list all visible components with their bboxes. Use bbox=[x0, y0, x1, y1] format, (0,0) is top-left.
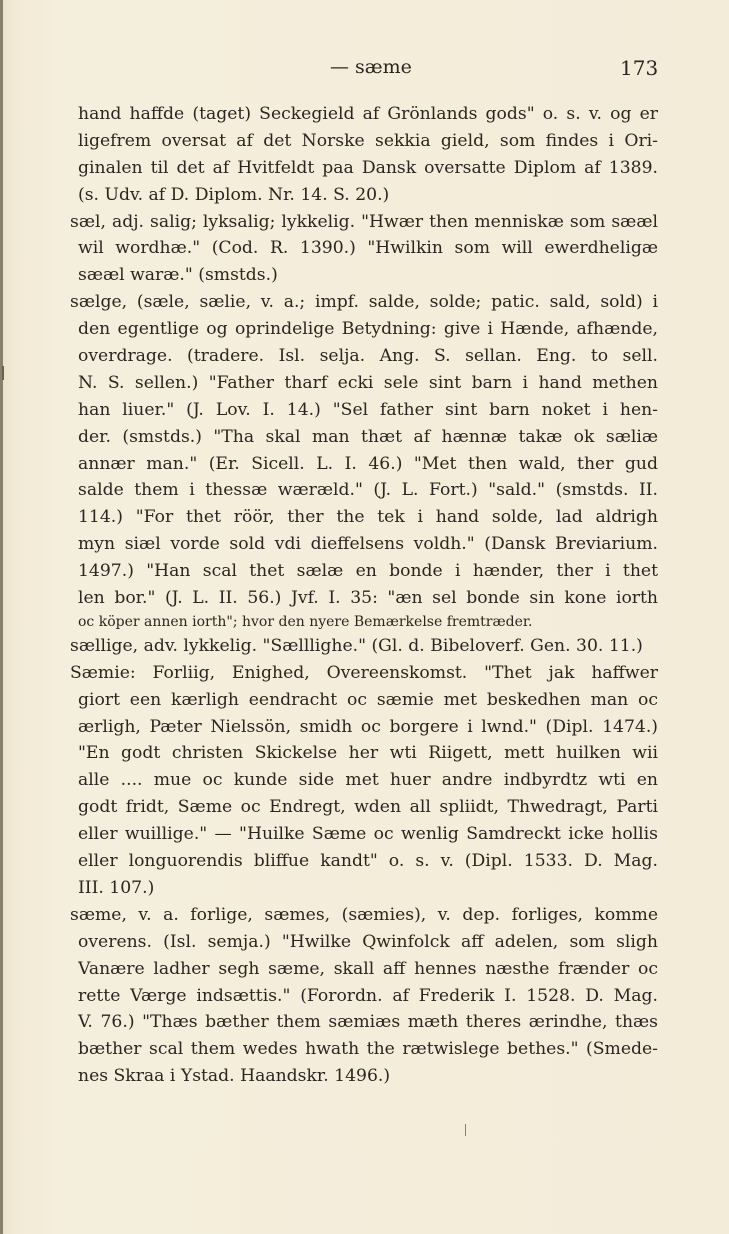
entry-headword-line: sællige, adv. lykkelig. "Sælllighe." (Gl. d. Bibeloverf. Gen. 30. 11.) bbox=[70, 635, 643, 656]
text-line: annær man." (Er. Sicell. L. I. 46.) "Met then wald, ther gud bbox=[78, 453, 658, 474]
text-line: godt fridt, Sæme oc Endregt, wden all spliidt, Thwedragt, Parti bbox=[78, 797, 658, 818]
text-line: 1497.) "Han scal thet sælæ en bonde i hænder, ther i thet bbox=[78, 561, 658, 582]
text-line: rette Værge indsættis." (Forordn. af Frederik I. 1528. D. Mag. bbox=[78, 985, 658, 1006]
text-line: "En godt christen Skickelse her wti Riigett, mett huilken wii bbox=[78, 743, 658, 764]
text-line: (s. Udv. af D. Diplom. Nr. 14. S. 20.) bbox=[78, 184, 390, 205]
dictionary-text bbox=[70, 101, 658, 1090]
text-line: giort een kærligh eendracht oc sæmie met beskedhen man oc bbox=[78, 689, 658, 710]
entry-headword-line: sæme, v. a. forlige, sæmes, (sæmies), v. dep. forliges, komme bbox=[70, 904, 658, 925]
text-line: eller wuillige." — "Huilke Sæme oc wenlig Samdreckt icke hollis bbox=[78, 824, 658, 845]
text-line: overdrage. (tradere. Isl. selja. Ang. S. sellan. Eng. to sell. bbox=[78, 346, 658, 367]
text-line: Vanære ladher segh sæme, skall aff hennes næsthe frænder oc bbox=[78, 958, 658, 979]
text-line: salde them i thessæ wæræld." (J. L. Fort.) "sald." (smstds. II. bbox=[78, 480, 658, 501]
text-line: ligefrem oversat af det Norske sekkia gield, som findes i Ori- bbox=[78, 130, 658, 151]
text-line: hand haffde (taget) Seckegield af Grönlands gods" o. s. v. og er bbox=[78, 104, 658, 124]
text-line: alle .... mue oc kunde side met huer andre indbyrdtz wti en bbox=[78, 770, 658, 791]
text-line: nes Skraa i Ystad. Haandskr. 1496.) bbox=[78, 1066, 391, 1087]
text-line: III. 107.) bbox=[78, 877, 155, 898]
text-line: der. (smstds.) "Tha skal man thæt af hænnæ takæ ok sæliæ bbox=[78, 426, 658, 447]
stray-mark bbox=[465, 1124, 466, 1136]
entry-headword-line: sælge, (sæle, sælie, v. a.; impf. salde, solde; patic. sald, sold) i bbox=[70, 292, 658, 313]
entry-headword-line: sæl, adj. salig; lyksalig; lykkelig. "Hwær then menniskæ som sææl bbox=[70, 211, 658, 232]
margin-mark bbox=[2, 366, 4, 380]
text-line: eller longuorendis bliffue kandt" o. s. v. (Dipl. 1533. D. Mag. bbox=[78, 851, 658, 872]
page-header bbox=[0, 56, 729, 82]
entry-headword-line: Sæmie: Forliig, Enighed, Overeenskomst. "Thet jak haffwer bbox=[70, 662, 658, 683]
text-line: myn siæl vorde sold vdi dieffelsens voldh." (Dansk Breviarium. bbox=[78, 534, 658, 555]
text-line: sææl waræ." (smstds.) bbox=[78, 265, 278, 286]
page-edge bbox=[0, 0, 3, 1234]
text-line: wil wordhæ." (Cod. R. 1390.) "Hwilkin som will ewerdheligæ bbox=[78, 238, 658, 259]
text-line: bæther scal them wedes hwath the rætwislege bethes." (Smede- bbox=[78, 1039, 658, 1060]
text-line: oc köper annen iorth"; hvor den nyere Bemærkelse fremtræder. bbox=[78, 613, 533, 630]
text-line: den egentlige og oprindelige Betydning: give i Hænde, afhænde, bbox=[78, 319, 658, 340]
running-title: — sæme bbox=[330, 56, 412, 78]
text-line: overens. (Isl. semja.) "Hwilke Qwinfolck aff adelen, som sligh bbox=[78, 931, 658, 952]
text-line: han liuer." (J. Lov. I. 14.) "Sel father sint barn noket i hen- bbox=[78, 399, 658, 420]
text-line: N. S. sellen.) "Father tharf ecki sele sint barn i hand methen bbox=[78, 372, 658, 393]
text-line: V. 76.) "Thæs bæther them sæmiæs mæth theres ærindhe, thæs bbox=[78, 1012, 658, 1033]
text-line: ærligh, Pæter Nielssön, smidh oc borgere i lwnd." (Dipl. 1474.) bbox=[78, 716, 658, 737]
page-number: 173 bbox=[620, 56, 659, 80]
text-line: ginalen til det af Hvitfeldt paa Dansk oversatte Diplom af 1389. bbox=[78, 157, 658, 178]
text-line: len bor." (J. L. II. 56.) Jvf. I. 35: "æn sel bonde sin kone iorth bbox=[78, 588, 658, 609]
text-line: 114.) "For thet röör, ther the tek i hand solde, lad aldrigh bbox=[78, 507, 658, 528]
